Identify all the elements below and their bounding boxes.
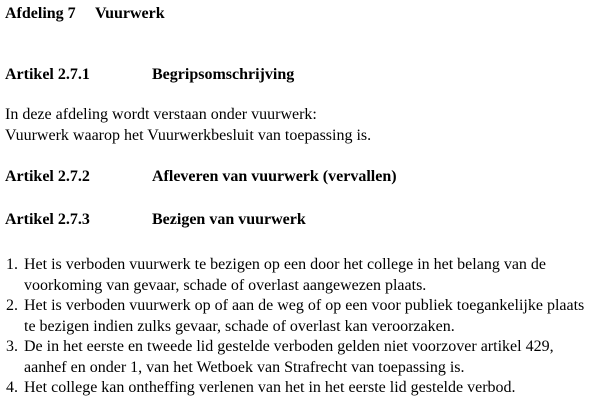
provision-item-2 xyxy=(5,296,593,337)
article-2-7-2-label: Artikel 2.7.2 xyxy=(5,168,90,185)
section-heading-label: Afdeling 7 xyxy=(5,5,76,22)
provision-number-2: 2. xyxy=(6,297,18,314)
provision-number-1: 1. xyxy=(6,256,18,273)
article-2-7-3-heading xyxy=(5,210,596,231)
article-2-7-1-heading xyxy=(5,65,596,86)
article-2-7-3-title: Bezigen van vuurwerk xyxy=(152,210,306,228)
section-heading xyxy=(5,4,596,25)
article-2-7-3-label: Artikel 2.7.3 xyxy=(5,210,90,228)
section-heading-title: Vuurwerk xyxy=(95,5,165,22)
provision-item-3 xyxy=(5,337,593,378)
definition-line-1: In deze afdeling wordt verstaan onder vuurwerk: xyxy=(5,106,317,123)
article-2-7-2-title: Afleveren van vuurwerk (vervallen) xyxy=(152,168,397,185)
article-2-7-2-heading xyxy=(5,167,596,188)
provision-text-3: De in het eerste en tweede lid gestelde verboden gelden niet voorzover artikel 429, aanhef en onder 1, van het Wetboek van Strafrecht van toepassing is. xyxy=(24,338,554,376)
provision-item-1 xyxy=(5,255,593,296)
provision-text-4: Het college kan ontheffing verlenen van het in het eerste lid gestelde verbod. xyxy=(24,379,516,396)
provision-number-3: 3. xyxy=(6,338,18,355)
provision-item-4 xyxy=(5,378,593,399)
article-2-7-1-label: Artikel 2.7.1 xyxy=(5,65,90,83)
article-2-7-1-title: Begripsomschrijving xyxy=(152,65,295,83)
provision-number-4: 4. xyxy=(6,379,18,396)
definition-paragraph xyxy=(5,105,596,146)
provision-text-1: Het is verboden vuurwerk te bezigen op een door het college in het belang van de voorkoming van gevaar, schade of overlast aangewezen plaats. xyxy=(24,256,547,294)
definition-line-2: Vuurwerk waarop het Vuurwerkbesluit van toepassing is. xyxy=(5,126,372,144)
provisions-list xyxy=(5,255,593,399)
provision-text-2: Het is verboden vuurwerk op of aan de weg of op een voor publiek toegankelijke plaats te bezigen indien zulks gevaar, schade of overlast kan veroorzaken. xyxy=(24,297,585,335)
